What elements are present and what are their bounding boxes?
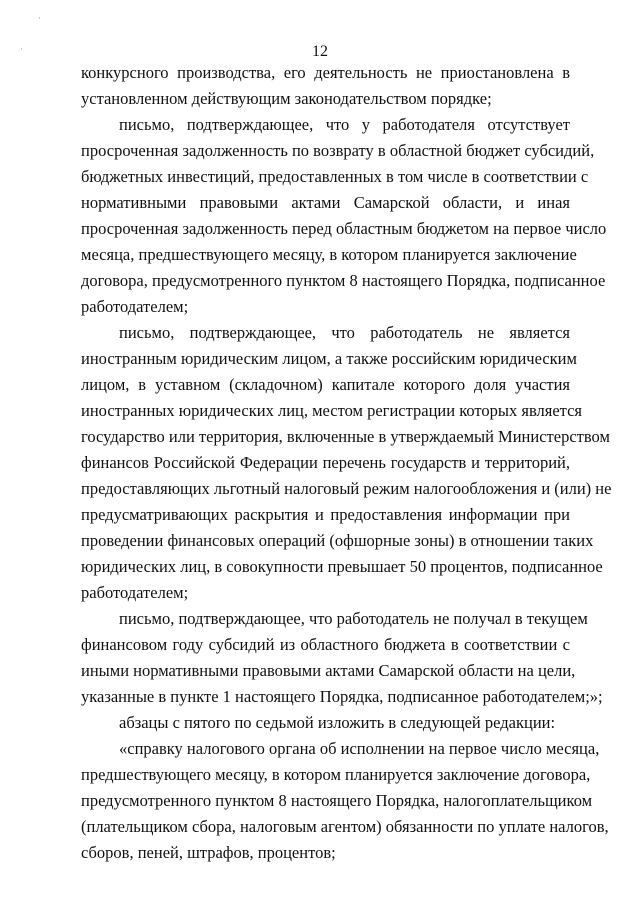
text-line: абзацы с пятого по седьмой изложить в следующей редакции: — [119, 713, 556, 732]
text-line: проведении финансовых операций (офшорные зоны) в отношении таких — [81, 531, 594, 550]
scan-artifact-mark: · — [20, 44, 23, 54]
text-line: предусматривающих раскрытия и предоставления информации при — [81, 505, 570, 524]
text-line: финансов Российской Федерации перечень государств и территорий, — [81, 453, 570, 472]
text-line: иными нормативными правовыми актами Самарской области на цели, — [81, 661, 576, 680]
text-line: сборов, пеней, штрафов, процентов; — [81, 843, 336, 862]
text-line: письмо, подтверждающее, что работодатель не получал в текущем — [119, 609, 588, 628]
text-line: юридических лиц, в совокупности превышает 50 процентов, подписанное — [81, 557, 603, 576]
text-line: иностранных юридических лиц, местом регистрации которых является — [81, 401, 582, 420]
text-line: «справку налогового органа об исполнении на первое число месяца, — [119, 739, 600, 758]
scan-artifact-mark: · — [38, 13, 41, 23]
text-line: предусмотренного пунктом 8 настоящего Порядка, налогоплательщиком — [81, 791, 593, 810]
text-line: просроченная задолженность по возврату в областной бюджет субсидий, — [81, 141, 595, 160]
text-line: бюджетных инвестиций, предоставленных в том числе в соответствии с — [81, 167, 589, 186]
text-line: просроченная задолженность перед областным бюджетом на первое число — [81, 219, 607, 238]
text-line: предшествующего месяцу, в котором планируется заключение договора, — [81, 765, 591, 784]
text-line: письмо, подтверждающее, что у работодателя отсутствует — [119, 115, 570, 134]
text-line: предоставляющих льготный налоговый режим налогообложения и (или) не — [81, 479, 612, 498]
page-number: 12 — [312, 43, 328, 60]
text-line: финансовом году субсидий из областного бюджета в соответствии с — [81, 635, 570, 654]
text-line: указанные в пункте 1 настоящего Порядка, подписанное работодателем;»; — [81, 687, 603, 706]
text-line: лицом, в уставном (складочном) капитале которого доля участия — [81, 375, 570, 394]
text-line: государство или территория, включенные в утверждаемый Министерством — [81, 427, 610, 446]
text-line: установленном действующим законодательством порядке; — [81, 89, 492, 108]
text-line: нормативными правовыми актами Самарской области, и иная — [81, 193, 570, 212]
text-line: (плательщиком сбора, налоговым агентом) обязанности по уплате налогов, — [81, 817, 609, 836]
text-line: месяца, предшествующего месяцу, в котором планируется заключение — [81, 245, 577, 264]
text-line: конкурсного производства, его деятельность не приостановлена в — [81, 63, 570, 82]
text-line: договора, предусмотренного пунктом 8 настоящего Порядка, подписанное — [81, 271, 606, 290]
text-line: письмо, подтверждающее, что работодатель не является — [119, 323, 570, 342]
text-line: работодателем; — [81, 297, 189, 316]
text-line: иностранным юридическим лицом, а также российским юридическим — [81, 349, 577, 368]
text-line: работодателем; — [81, 583, 189, 602]
